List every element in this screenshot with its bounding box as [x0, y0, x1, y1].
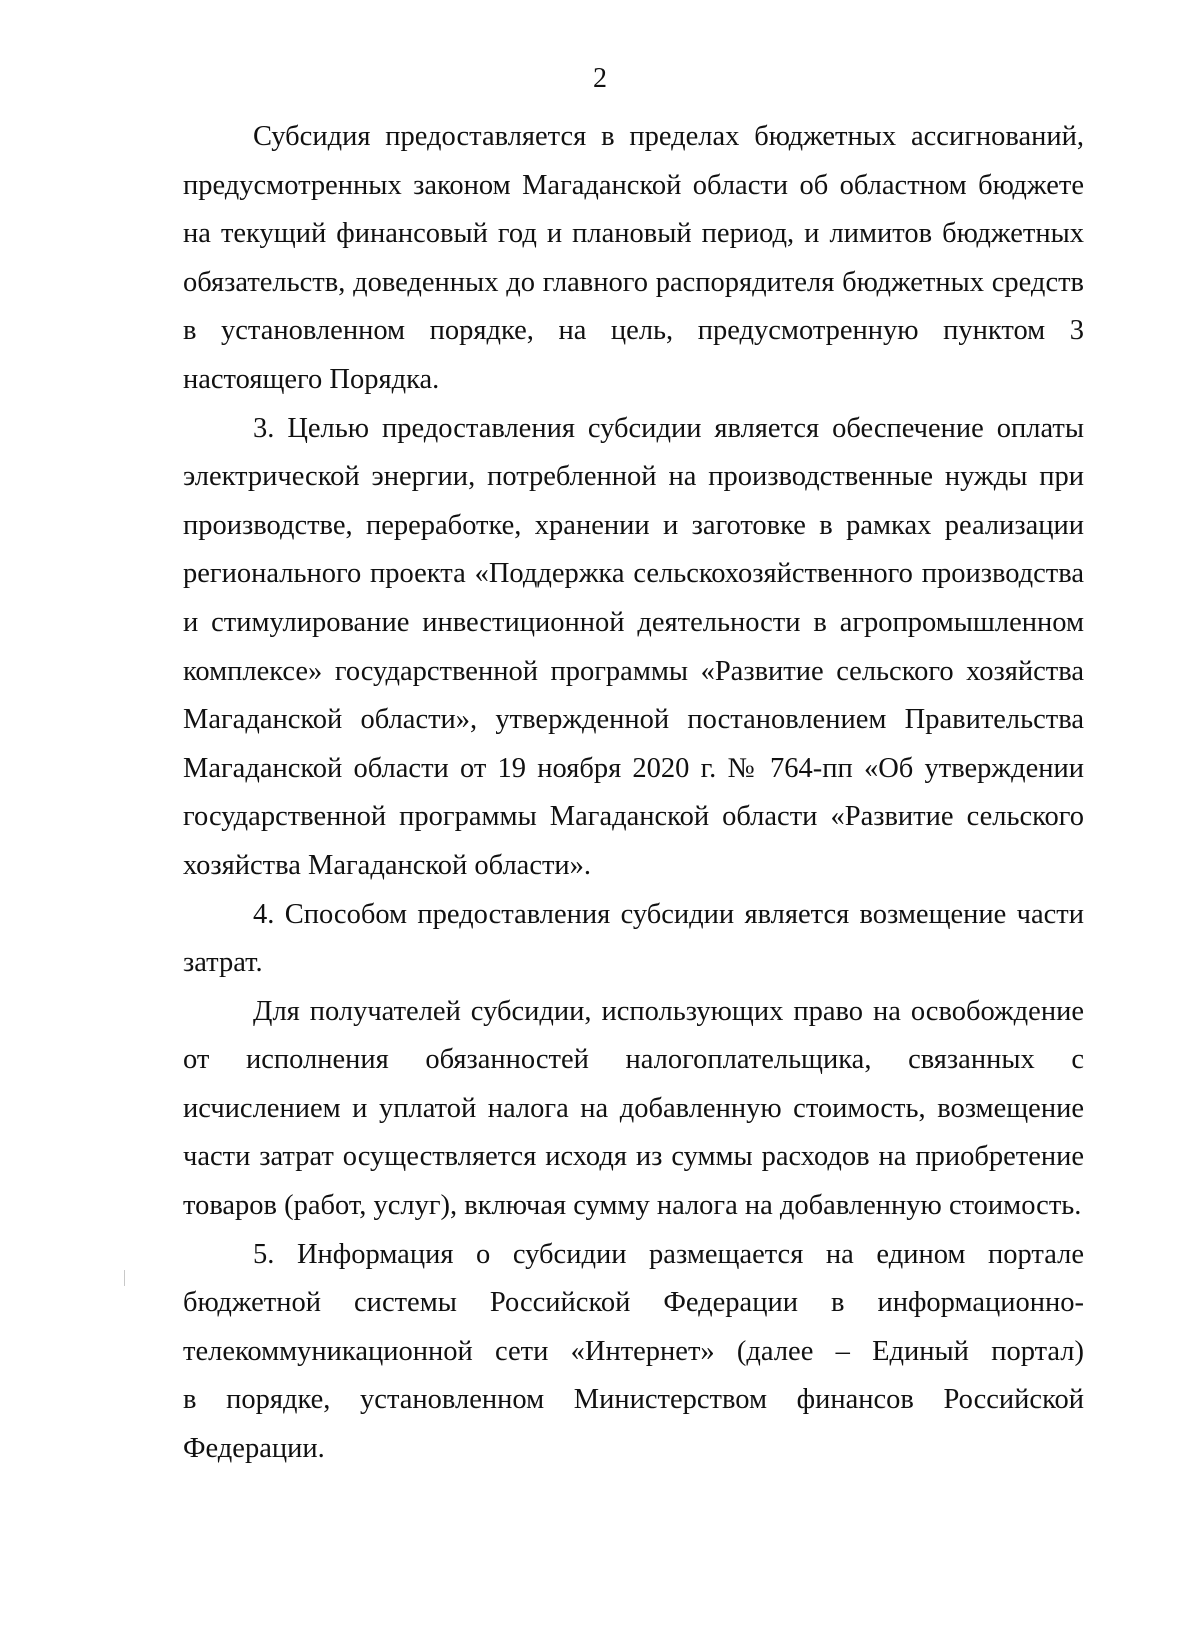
- paragraph-budget-allocation: [183, 113, 1084, 405]
- scan-artifact: [124, 1270, 125, 1286]
- text-line: Магаданской области», утвержденной постановлением Правительства: [183, 704, 1084, 736]
- text-line: настоящего Порядка.: [183, 363, 440, 395]
- text-line: 5. Информация о субсидии размещается на едином портале: [253, 1238, 1084, 1270]
- text-line: 3. Целью предоставления субсидии является обеспечение оплаты: [253, 412, 1084, 444]
- text-line: производстве, переработке, хранении и заготовке в рамках реализации: [183, 509, 1084, 541]
- text-line: обязательств, доведенных до главного распорядителя бюджетных средств: [183, 266, 1084, 298]
- text-line: и стимулирование инвестиционной деятельности в агропромышленном: [183, 606, 1084, 638]
- document-body: [183, 113, 1084, 1474]
- text-line: затрат.: [183, 947, 263, 979]
- text-line: товаров (работ, услуг), включая сумму налога на добавленную стоимость.: [183, 1190, 1082, 1222]
- text-line: Федерации.: [183, 1433, 325, 1465]
- text-line: электрической энергии, потребленной на производственные нужды при: [183, 461, 1084, 493]
- text-line: хозяйства Магаданской области».: [183, 849, 592, 881]
- text-line: Для получателей субсидии, использующих право на освобождение: [253, 995, 1084, 1027]
- paragraph-item-4: [183, 891, 1084, 988]
- text-line: на текущий финансовый год и плановый период, и лимитов бюджетных: [183, 218, 1084, 250]
- text-line: в установленном порядке, на цель, предусмотренную пунктом 3: [183, 315, 1084, 347]
- page-number: 2: [593, 63, 607, 94]
- paragraph-item-5: [183, 1231, 1084, 1474]
- text-line: от исполнения обязанностей налогоплательщика, связанных с: [183, 1044, 1084, 1076]
- text-line: предусмотренных законом Магаданской области об областном бюджете: [183, 169, 1084, 201]
- text-line: исчислением и уплатой налога на добавленную стоимость, возмещение: [183, 1092, 1084, 1124]
- text-line: телекоммуникационной сети «Интернет» (далее – Единый портал): [183, 1335, 1084, 1367]
- text-line: регионального проекта «Поддержка сельскохозяйственного производства: [183, 558, 1084, 590]
- text-line: бюджетной системы Российской Федерации в информационно-: [183, 1287, 1084, 1319]
- paragraph-item-3: [183, 405, 1084, 891]
- text-line: в порядке, установленном Министерством финансов Российской: [183, 1384, 1084, 1416]
- text-line: Субсидия предоставляется в пределах бюджетных ассигнований,: [253, 121, 1084, 152]
- text-line: 4. Способом предоставления субсидии является возмещение части: [253, 898, 1084, 930]
- text-line: Магаданской области от 19 ноября 2020 г. № 764-пп «Об утверждении: [183, 752, 1084, 784]
- text-line: государственной программы Магаданской области «Развитие сельского: [183, 801, 1084, 833]
- paragraph-vat-exemption: [183, 988, 1084, 1231]
- text-line: части затрат осуществляется исходя из суммы расходов на приобретение: [183, 1141, 1084, 1173]
- text-line: комплексе» государственной программы «Развитие сельского хозяйства: [183, 655, 1084, 687]
